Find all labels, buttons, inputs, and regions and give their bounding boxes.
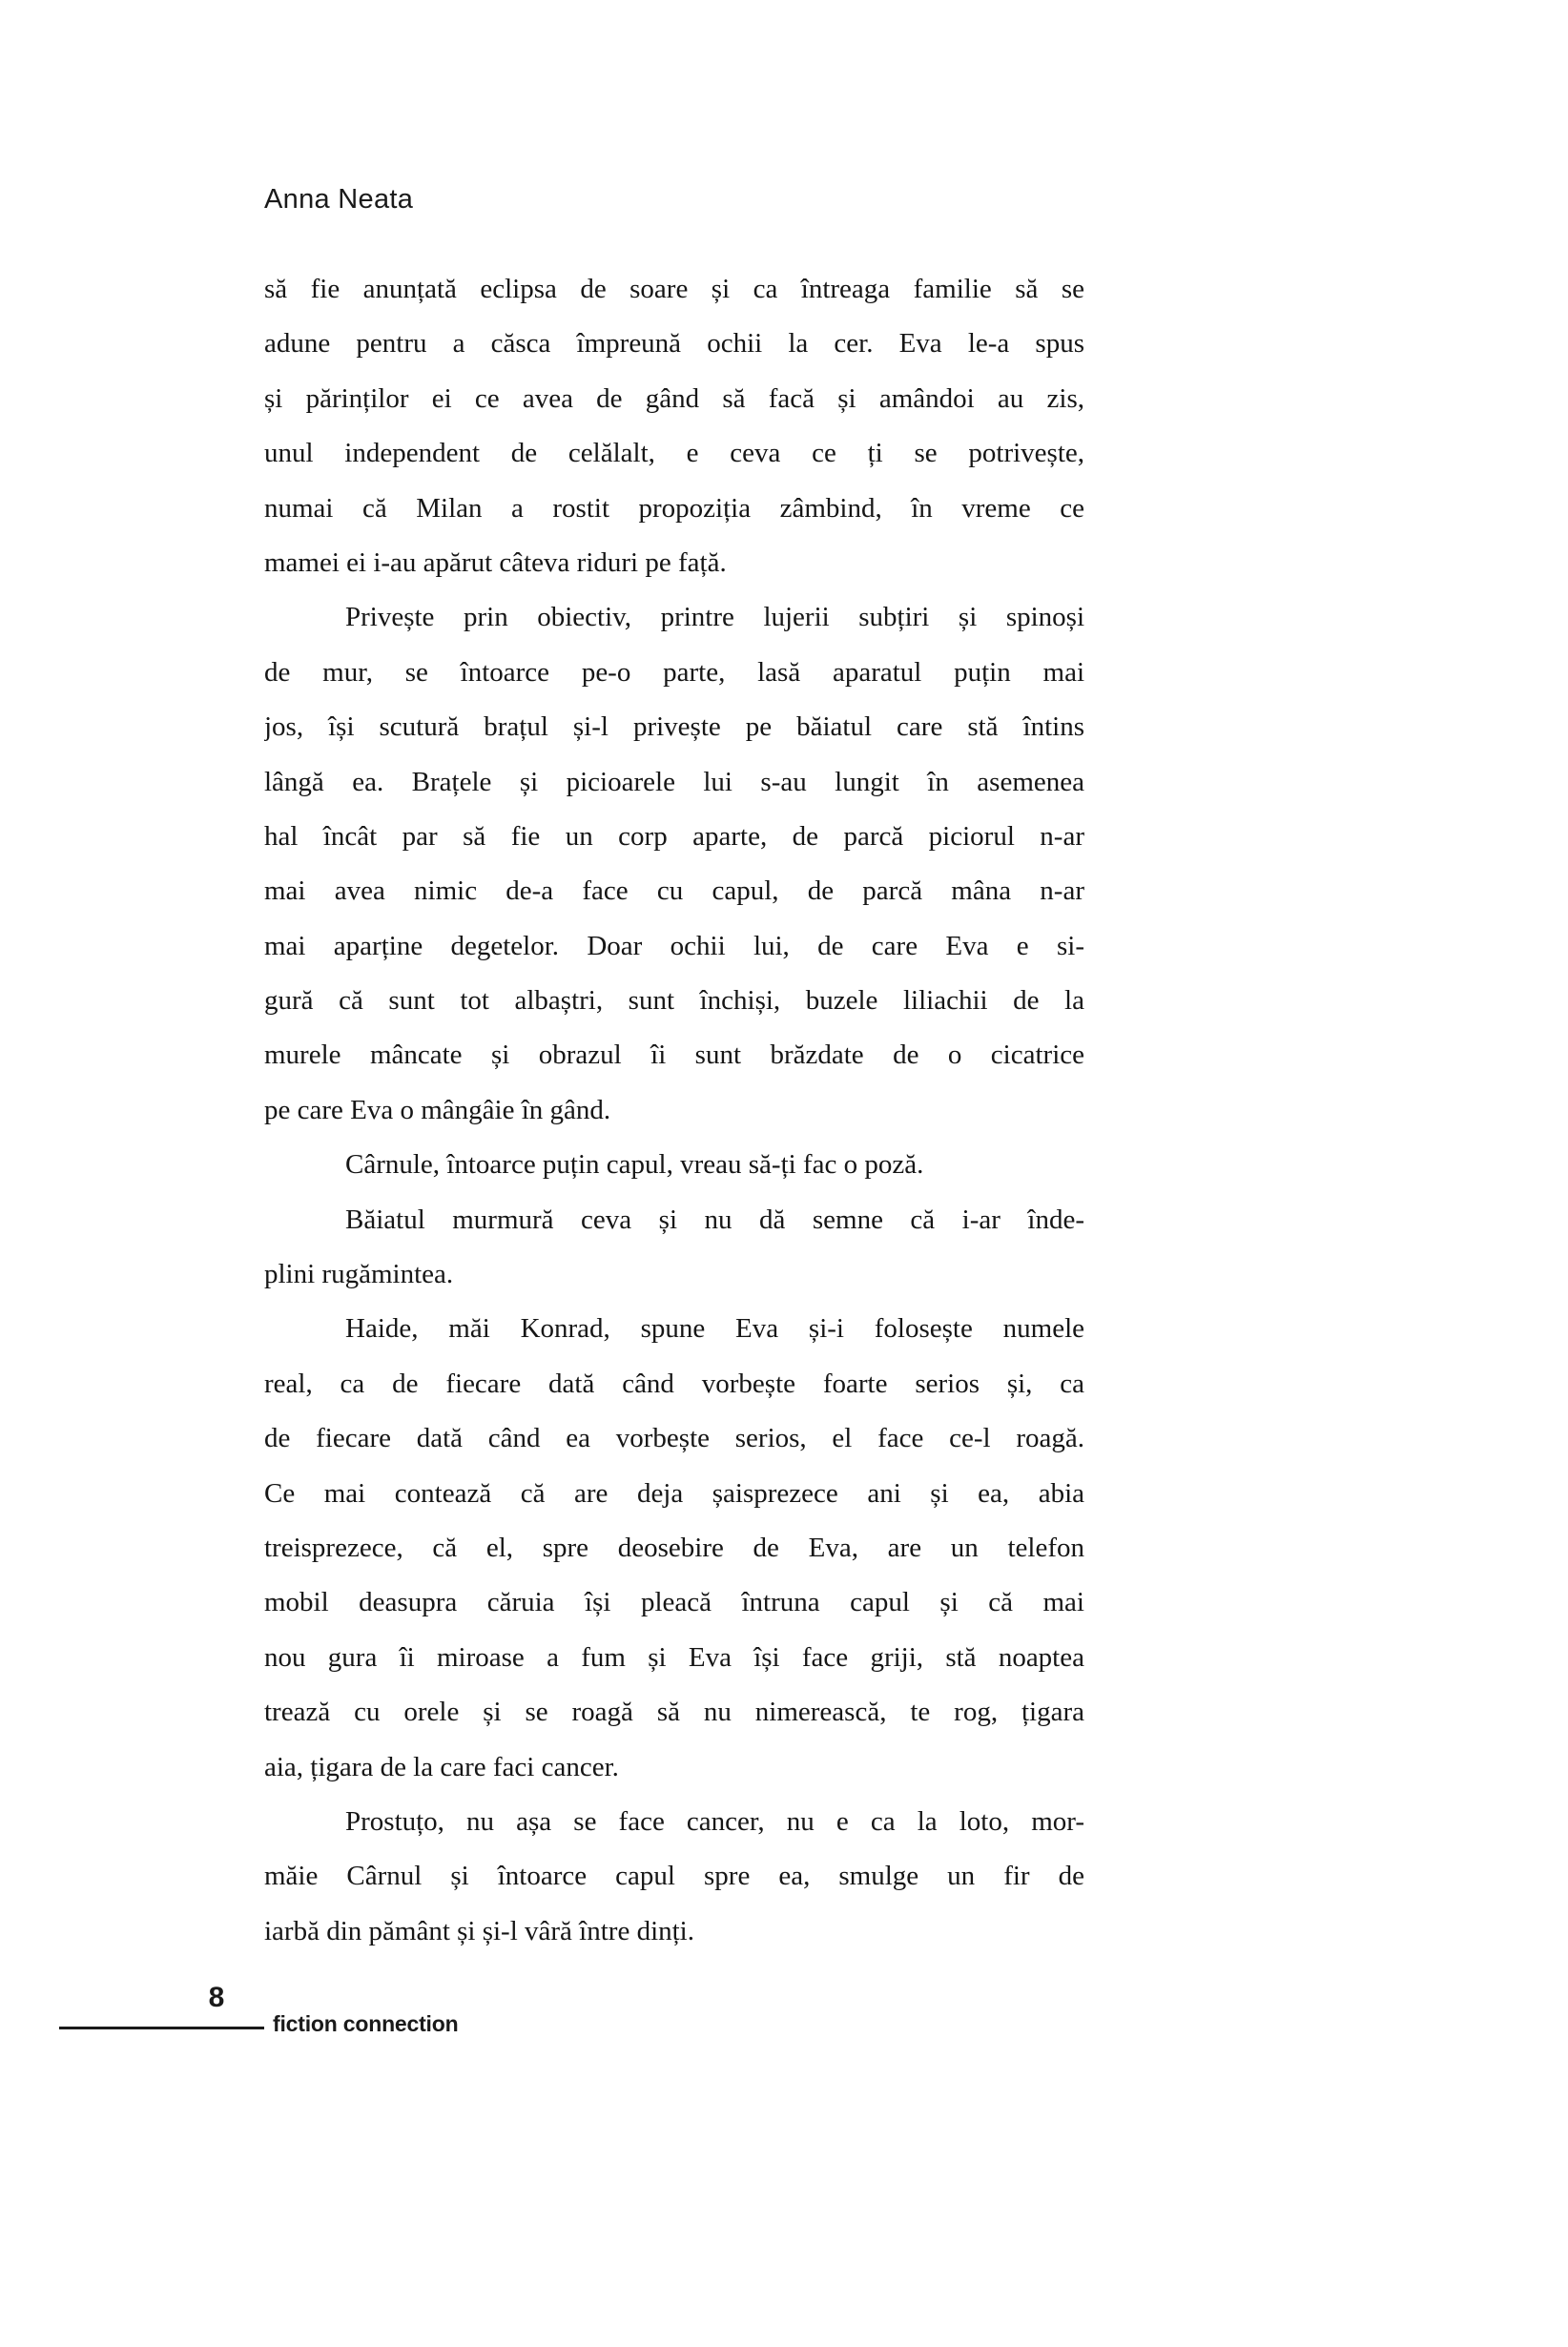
paragraph [264, 590, 1084, 1138]
paragraph [264, 1193, 1084, 1303]
text-line: Cârnule, întoarce puțin capul, vreau să-ți fac o poză. [345, 1149, 924, 1181]
text-line: să fie anunțată eclipsa de soare și ca întreaga familie să se [264, 274, 1084, 304]
text-line: Haide, măi Konrad, spune Eva și-i folosește numele [345, 1313, 1084, 1345]
text-line: Băiatul murmură ceva și nu dă semne că i-ar înde- [345, 1204, 1084, 1235]
paragraph [264, 262, 1084, 590]
text-line: plini rugămintea. [264, 1259, 454, 1290]
text-line: treisprezece, că el, spre deosebire de Eva, are un telefon [264, 1532, 1084, 1563]
text-line: trează cu orele și se roagă să nu nimerească, te rog, țigara [264, 1697, 1084, 1728]
text-line: mobil deasupra căruia își pleacă întruna capul și că mai [264, 1587, 1084, 1618]
text-line: jos, își scutură brațul și-l privește pe băiatul care stă întins [264, 711, 1084, 743]
paragraph [264, 1302, 1084, 1795]
text-line: de mur, se întoarce pe-o parte, lasă aparatul puțin mai [264, 656, 1084, 688]
page-number: 8 [208, 1982, 225, 2013]
running-header: Anna Neata [264, 184, 414, 215]
text-line: Privește prin obiectiv, printre lujerii subțiri și spinoși [345, 602, 1084, 633]
text-line: unul independent de celălalt, e ceva ce ți se potrivește, [264, 438, 1084, 469]
text-line: de fiecare dată când ea vorbește serios, el face ce-l roagă. [264, 1423, 1084, 1454]
text-line: pe care Eva o mângâie în gând. [264, 1094, 611, 1125]
text-line: mai aparține degetelor. Doar ochii lui, de care Eva e si- [264, 930, 1084, 961]
text-line: real, ca de fiecare dată când vorbește foarte serios și, ca [264, 1368, 1084, 1399]
text-line: murele mâncate și obrazul îi sunt brăzdate de o cicatrice [264, 1040, 1084, 1071]
text-line: lângă ea. Brațele și picioarele lui s-au lungit în asemenea [264, 766, 1084, 797]
paragraph [264, 1138, 1084, 1192]
text-line: iarbă din pământ și și-l vâră între dinți. [264, 1915, 694, 1946]
text-line: mai avea nimic de-a face cu capul, de parcă mâna n-ar [264, 875, 1084, 907]
text-line: Prostuțo, nu așa se face cancer, nu e ca la loto, mor- [345, 1805, 1084, 1837]
imprint-logo-text: fiction connection [273, 2011, 459, 2036]
text-line: gură că sunt tot albaștri, sunt închiși, buzele liliachii de la [264, 985, 1084, 1017]
text-line: măie Cârnul și întoarce capul spre ea, smulge un fir de [264, 1861, 1084, 1892]
text-line: numai că Milan a rostit propoziția zâmbind, în vreme ce [264, 492, 1084, 524]
text-line: aia, țigara de la care faci cancer. [264, 1751, 619, 1782]
text-line: Ce mai contează că are deja șaisprezece ani și ea, abia [264, 1477, 1084, 1509]
text-line: hal încât par să fie un corp aparte, de parcă piciorul n-ar [264, 820, 1084, 852]
footer-rule [59, 2027, 264, 2029]
text-line: mamei ei i-au apărut câteva riduri pe față. [264, 546, 727, 578]
page-text [264, 262, 1084, 1959]
text-line: adune pentru a căsca împreună ochii la cer. Eva le-a spus [264, 328, 1084, 360]
paragraph [264, 1795, 1084, 1959]
text-line: nou gura îi miroase a fum și Eva își face griji, stă noaptea [264, 1641, 1084, 1673]
text-line: și părinților ei ce avea de gând să facă și amândoi au zis, [264, 382, 1084, 414]
